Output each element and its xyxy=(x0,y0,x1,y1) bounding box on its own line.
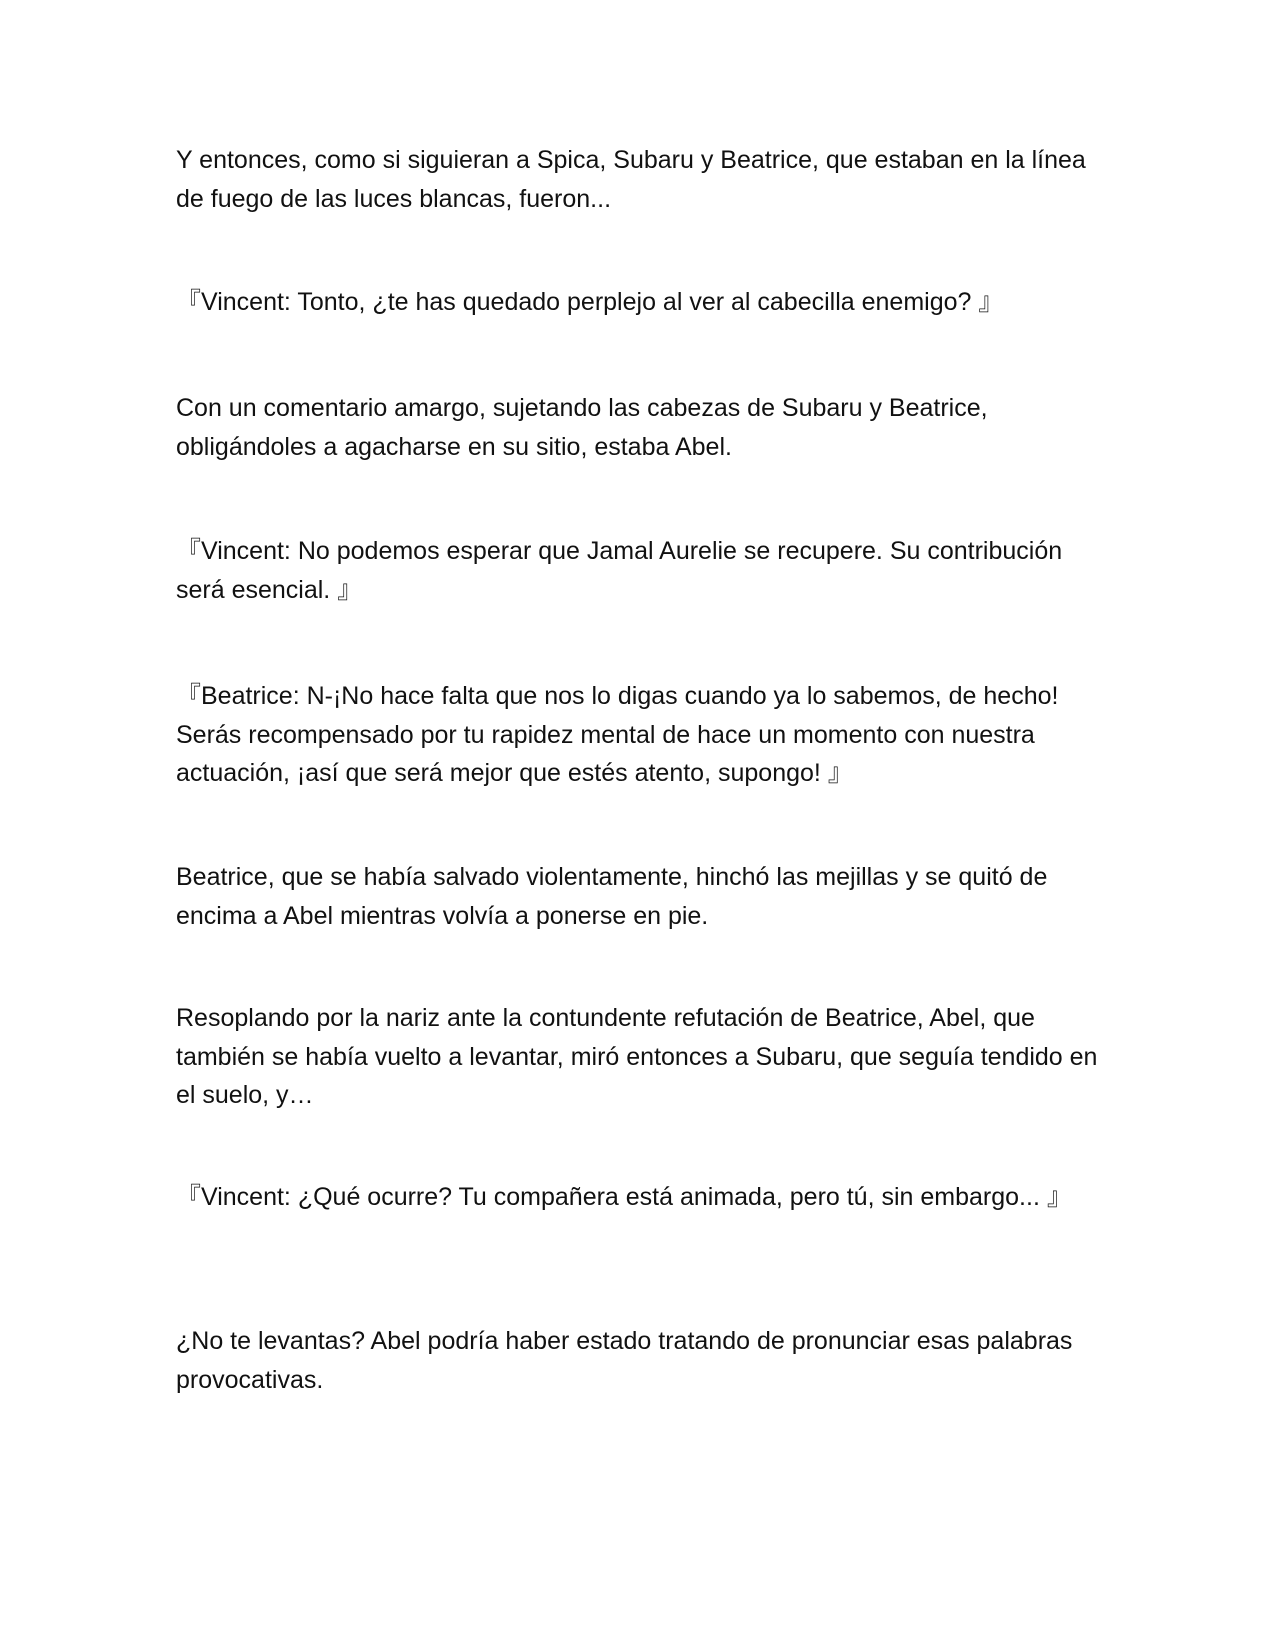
paragraph-dialogue-beatrice: 『Beatrice: N-¡No hace falta que nos lo digas cuando ya lo sabemos, de hecho! Serás recompensado por tu rapidez mental de hace un momento con nuestra actuación, ¡así que será mejor que estés atento, supongo! 』 xyxy=(176,682,1066,787)
paragraph-narration-4: Resoplando por la nariz ante la contundente refutación de Beatrice, Abel, que también se había vuelto a levantar, miró entonces a Subaru, que seguía tendido en el suelo, y… xyxy=(176,1004,1105,1109)
paragraph-dialogue-vincent-1: 『Vincent: Tonto, ¿te has quedado perplejo al ver al cabecilla enemigo? 』 xyxy=(176,288,1004,316)
paragraph-narration-1: Y entonces, como si siguieran a Spica, Subaru y Beatrice, que estaban en la línea de fuego de las luces blancas, fueron... xyxy=(176,146,1093,213)
paragraph-narration-5: ¿No te levantas? Abel podría haber estado tratando de pronunciar esas palabras provocativas. xyxy=(176,1327,1080,1394)
paragraph-narration-2: Con un comentario amargo, sujetando las cabezas de Subaru y Beatrice, obligándoles a agacharse en su sitio, estaba Abel. xyxy=(176,394,995,461)
paragraph-dialogue-vincent-2: 『Vincent: No podemos esperar que Jamal Aurelie se recupere. Su contribución será esencial. 』 xyxy=(176,537,1070,604)
paragraph-narration-3: Beatrice, que se había salvado violentamente, hinchó las mejillas y se quitó de encima a Abel mientras volvía a ponerse en pie. xyxy=(176,863,1055,930)
paragraph-dialogue-vincent-3: 『Vincent: ¿Qué ocurre? Tu compañera está animada, pero tú, sin embargo... 』 xyxy=(176,1183,1072,1211)
